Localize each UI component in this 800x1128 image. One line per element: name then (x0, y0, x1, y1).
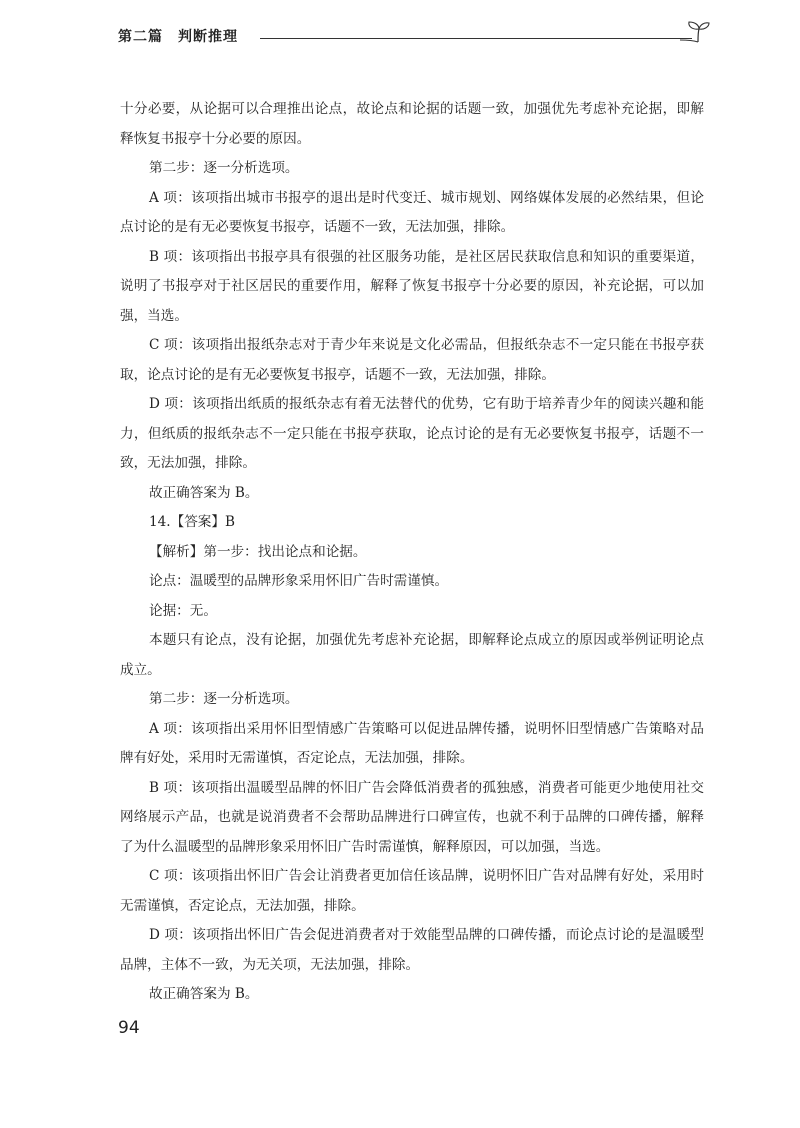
sprout-icon (678, 20, 718, 50)
section-title: 第二篇 判断推理 (118, 29, 238, 45)
page-body (120, 95, 704, 1010)
page-header (118, 22, 718, 52)
paragraph: 论点：温暖型的品牌形象采用怀旧广告时需谨慎。 (149, 573, 449, 589)
paragraph: A 项：该项指出城市书报亭的退出是时代变迁、城市规划、网络媒体发展的必然结果，但论点讨论的是有无必要恢复书报亭，话题不一致，无法加强，排除。 (120, 189, 704, 235)
paragraph: D 项：该项指出怀旧广告会促进消费者对于效能型品牌的口碑传播，而论点讨论的是温暖型品牌，主体不一致，为无关项，无法加强，排除。 (120, 927, 704, 973)
paragraph: 本题只有论点，没有论据，加强优先考虑补充论据，即解释论点成立的原因或举例证明论点成立。 (120, 632, 704, 678)
header-rule (260, 38, 692, 39)
paragraph: 第二步：逐一分析选项。 (149, 691, 299, 707)
paragraph: D 项：该项指出纸质的报纸杂志有着无法替代的优势，它有助于培养青少年的阅读兴趣和能力，但纸质的报纸杂志不一定只能在书报亭获取，论点讨论的是有无必要恢复书报亭，话题不一致，无法加强，排除。 (120, 396, 704, 471)
paragraph: C 项：该项指出怀旧广告会让消费者更加信任该品牌，说明怀旧广告对品牌有好处，采用时无需谨慎，否定论点，无法加强，排除。 (120, 868, 704, 914)
answer-heading: 14.【答案】B (149, 514, 235, 530)
paragraph: 论据：无。 (149, 602, 217, 619)
paragraph: B 项：该项指出书报亭具有很强的社区服务功能，是社区居民获取信息和知识的重要渠道，说明了书报亭对于社区居民的重要作用，解释了恢复书报亭十分必要的原因，补充论据，可以加强，当选。 (120, 248, 704, 324)
paragraph: C 项：该项指出报纸杂志对于青少年来说是文化必需品，但报纸杂志不一定只能在书报亭获取，论点讨论的是有无必要恢复书报亭，话题不一致，无法加强，排除。 (120, 337, 704, 383)
paragraph: 十分必要，从论据可以合理推出论点，故论点和论据的话题一致，加强优先考虑补充论据，即解释恢复书报亭十分必要的原因。 (120, 101, 704, 147)
paragraph: 故正确答案为 B。 (149, 484, 259, 501)
analysis-heading: 【解析】第一步：找出论点和论据。 (149, 543, 367, 560)
paragraph: 第二步：逐一分析选项。 (149, 160, 299, 176)
paragraph: 故正确答案为 B。 (149, 986, 259, 1002)
paragraph: B 项：该项指出温暖型品牌的怀旧广告会降低消费者的孤独感，消费者可能更少地使用社交网络展示产品，也就是说消费者不会帮助品牌进行口碑宣传，也就不利于品牌的口碑传播，解释了为什么温暖型的品牌形象采用怀旧广告时需谨慎，解释原因，可以加强，当选。 (120, 779, 704, 855)
page-number: 94 (118, 1018, 140, 1038)
paragraph: A 项：该项指出采用怀旧型情感广告策略可以促进品牌传播，说明怀旧型情感广告策略对品牌有好处，采用时无需谨慎，否定论点，无法加强，排除。 (120, 720, 704, 766)
